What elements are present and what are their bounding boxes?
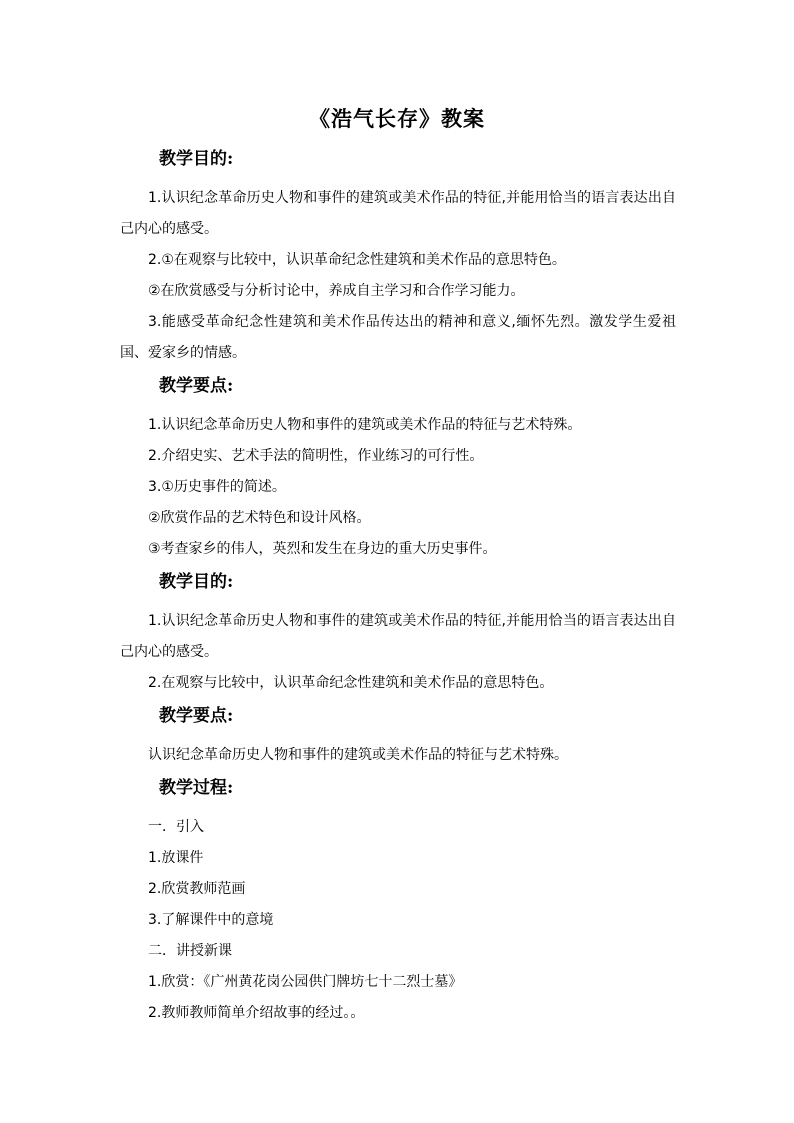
paragraph: 3.①历史事件的简述。 (148, 479, 286, 495)
paragraph: ②欣赏作品的艺术特色和设计风格。 (148, 510, 371, 526)
section-teaching-goals-2 (120, 569, 676, 699)
section-heading: 教学目的: (159, 149, 234, 169)
paragraph: 3.了解课件中的意境 (148, 912, 274, 928)
section-teaching-goals (120, 146, 676, 369)
paragraph: ②在欣赏感受与分析讨论中，养成自主学习和合作学习能力。 (148, 283, 525, 299)
section-heading: 教学要点: (159, 376, 234, 396)
paragraph: 2.在观察与比较中，认识革命纪念性建筑和美术作品的意思特色。 (148, 675, 554, 691)
section-teaching-process (120, 775, 676, 1029)
paragraph: 1.认识纪念革命历史人物和事件的建筑或美术作品的特征,并能用恰当的语言表达出自己内心的感受。 (120, 190, 676, 237)
paragraph: 二．讲授新课 (148, 943, 232, 959)
paragraph: 1.认识纪念革命历史人物和事件的建筑或美术作品的特征,并能用恰当的语言表达出自己内心的感受。 (120, 613, 676, 660)
section-teaching-key-points (120, 373, 676, 565)
paragraph: 1.认识纪念革命历史人物和事件的建筑或美术作品的特征与艺术特殊。 (148, 417, 582, 433)
paragraph: 认识纪念革命历史人物和事件的建筑或美术作品的特征与艺术特殊。 (148, 747, 568, 763)
paragraph: 2.①在观察与比较中，认识革命纪念性建筑和美术作品的意思特色。 (148, 252, 566, 268)
section-heading: 教学目的: (159, 572, 234, 592)
paragraph: 2.介绍史实、艺术手法的简明性，作业练习的可行性。 (148, 448, 484, 464)
document-title: 《浩气长存》教案 (309, 106, 485, 131)
paragraph: 一．引入 (148, 819, 204, 835)
paragraph: 2.欣赏教师范画 (148, 881, 246, 897)
paragraph: 2.教师教师简单介绍故事的经过。。 (148, 1005, 365, 1021)
section-heading: 教学过程: (159, 778, 234, 798)
paragraph: 1.放课件 (148, 850, 204, 866)
paragraph: 1.欣赏：《广州黄花岗公园供门牌坊七十二烈士墓》 (148, 974, 463, 990)
paragraph: 3.能感受革命纪念性建筑和美术作品传达出的精神和意义,缅怀先烈。激发学生爱祖国、爱家乡的情感。 (120, 314, 676, 361)
section-heading: 教学要点: (159, 706, 234, 726)
section-teaching-key-points-2 (120, 703, 676, 771)
paragraph: ③考查家乡的伟人，英烈和发生在身边的重大历史事件。 (148, 541, 497, 557)
document-body (120, 146, 676, 1029)
